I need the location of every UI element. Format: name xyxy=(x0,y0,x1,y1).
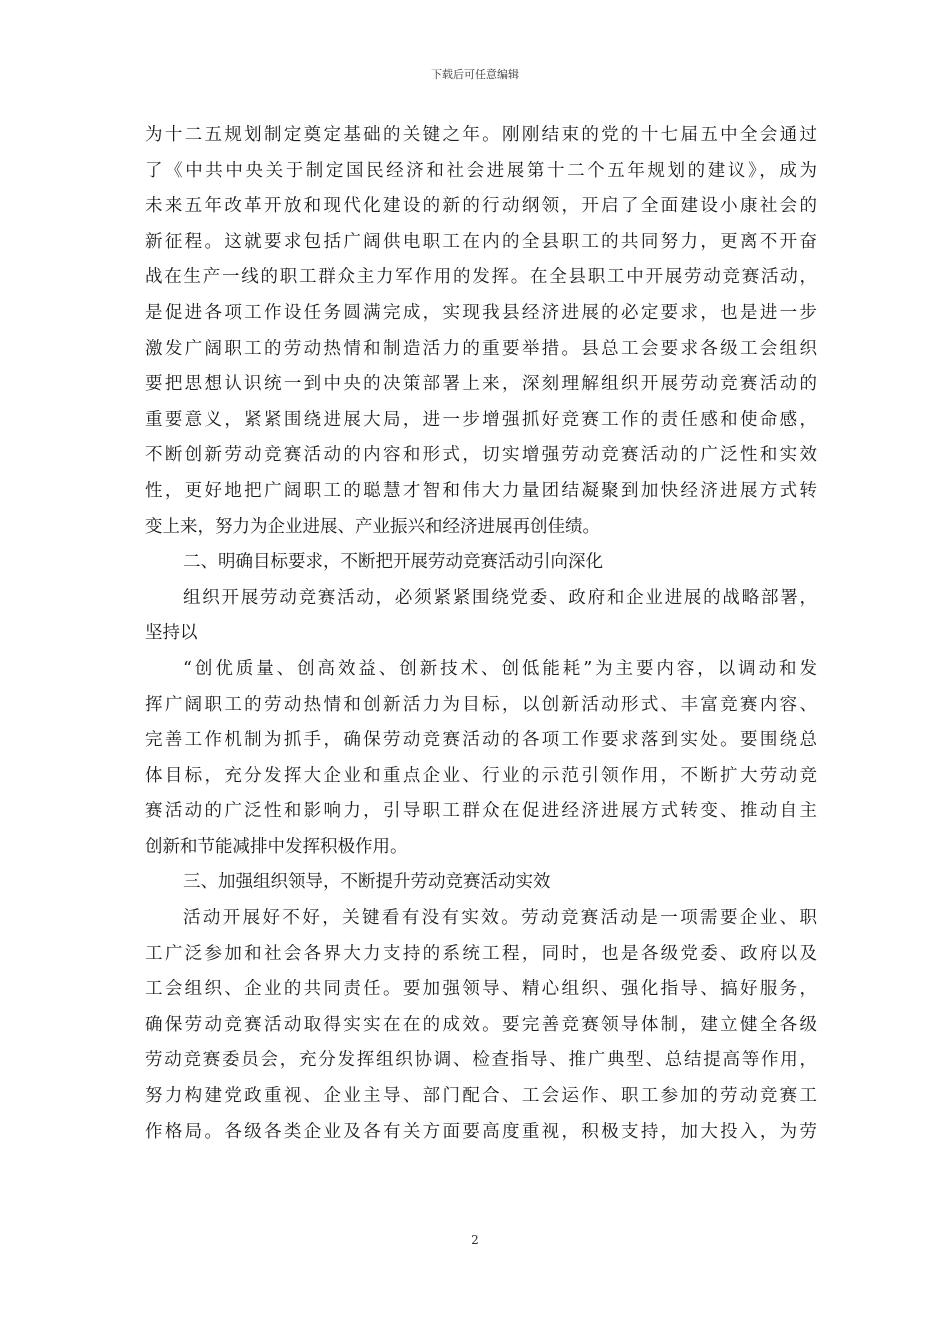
text-line: 创新和节能减排中发挥积极作用。 xyxy=(145,836,408,857)
page-number: 2 xyxy=(471,1233,479,1247)
text-line: 变上来，努力为企业进展、产业振兴和经济进展再创佳绩。 xyxy=(145,516,600,537)
text-line: 体目标，充分发挥大企业和重点企业、行业的示范引领作用，不断扩大劳动竞 xyxy=(145,765,817,786)
text-line: 性，更好地把广阔职工的聪慧才智和伟大力量团结凝聚到加快经济进展方式转 xyxy=(145,480,817,501)
text-line: 未来五年改革开放和现代化建设的新的行动纲领，开启了全面建设小康社会的 xyxy=(145,196,817,217)
text-line: 激发广阔职工的劳动热情和制造活力的重要举措。县总工会要求各级工会组织 xyxy=(145,338,817,359)
text-line: 组织开展劳动竞赛活动，必须紧紧围绕党委、政府和企业进展的战略部署， xyxy=(183,587,817,608)
text-line: 要把思想认识统一到中央的决策部署上来，深刻理解组织开展劳动竞赛活动的 xyxy=(145,374,817,395)
text-line: 新征程。这就要求包括广阔供电职工在内的全县职工的共同努力，更离不开奋 xyxy=(145,231,817,252)
text-line: 确保劳动竞赛活动取得实实在在的成效。要完善竞赛领导体制，建立健全各级 xyxy=(145,1014,817,1035)
text-line: 坚持以 xyxy=(145,623,198,644)
text-line: 完善工作机制为抓手，确保劳动竞赛活动的各项工作要求落到实处。要围绕总 xyxy=(145,730,817,751)
section-heading: 三、加强组织领导，不断提升劳动竞赛活动实效 xyxy=(183,872,551,893)
text-line: “创优质量、创高效益、创新技术、创低能耗”为主要内容，以调动和发 xyxy=(183,658,817,679)
text-line: 为十二五规划制定奠定基础的关键之年。刚刚结束的党的十七届五中全会通过 xyxy=(145,125,817,145)
text-line: 了《中共中央关于制定国民经济和社会进展第十二个五年规划的建议》，成为 xyxy=(145,160,817,181)
text-line: 努力构建党政重视、企业主导、部门配合、工会运作、职工参加的劳动竞赛工 xyxy=(145,1086,817,1107)
text-line: 工会组织、企业的共同责任。要加强领导、精心组织、强化指导、搞好服务， xyxy=(145,979,817,1000)
text-line: 重要意义，紧紧围绕进展大局，进一步增强抓好竞赛工作的责任感和使命感， xyxy=(145,409,817,430)
section-heading: 二、明确目标要求，不断把开展劳动竞赛活动引向深化 xyxy=(183,552,603,573)
text-line: 活动开展好不好，关键看有没有实效。劳动竞赛活动是一项需要企业、职 xyxy=(183,908,817,929)
text-line: 劳动竞赛委员会，充分发挥组织协调、检查指导、推广典型、总结提高等作用， xyxy=(145,1050,817,1071)
text-line: 是促进各项工作设任务圆满完成，实现我县经济进展的必定要求，也是进一步 xyxy=(145,302,817,323)
text-line: 赛活动的广泛性和影响力，引导职工群众在促进经济进展方式转变、推动自主 xyxy=(145,801,817,822)
text-line: 作格局。各级各类企业及各有关方面要高度重视，积极支持，加大投入，为劳 xyxy=(145,1121,817,1142)
text-line: 不断创新劳动竞赛活动的内容和形式，切实增强劳动竞赛活动的广泛性和实效 xyxy=(145,445,817,466)
page-header-note: 下载后可任意编辑 xyxy=(431,68,519,81)
text-line: 工广泛参加和社会各界大力支持的系统工程，同时，也是各级党委、政府以及 xyxy=(145,943,817,964)
text-line: 挥广阔职工的劳动热情和创新活力为目标，以创新活动形式、丰富竞赛内容、 xyxy=(145,694,817,715)
document-body xyxy=(145,118,817,1150)
text-line: 战在生产一线的职工群众主力军作用的发挥。在全县职工中开展劳动竞赛活动， xyxy=(145,267,817,288)
